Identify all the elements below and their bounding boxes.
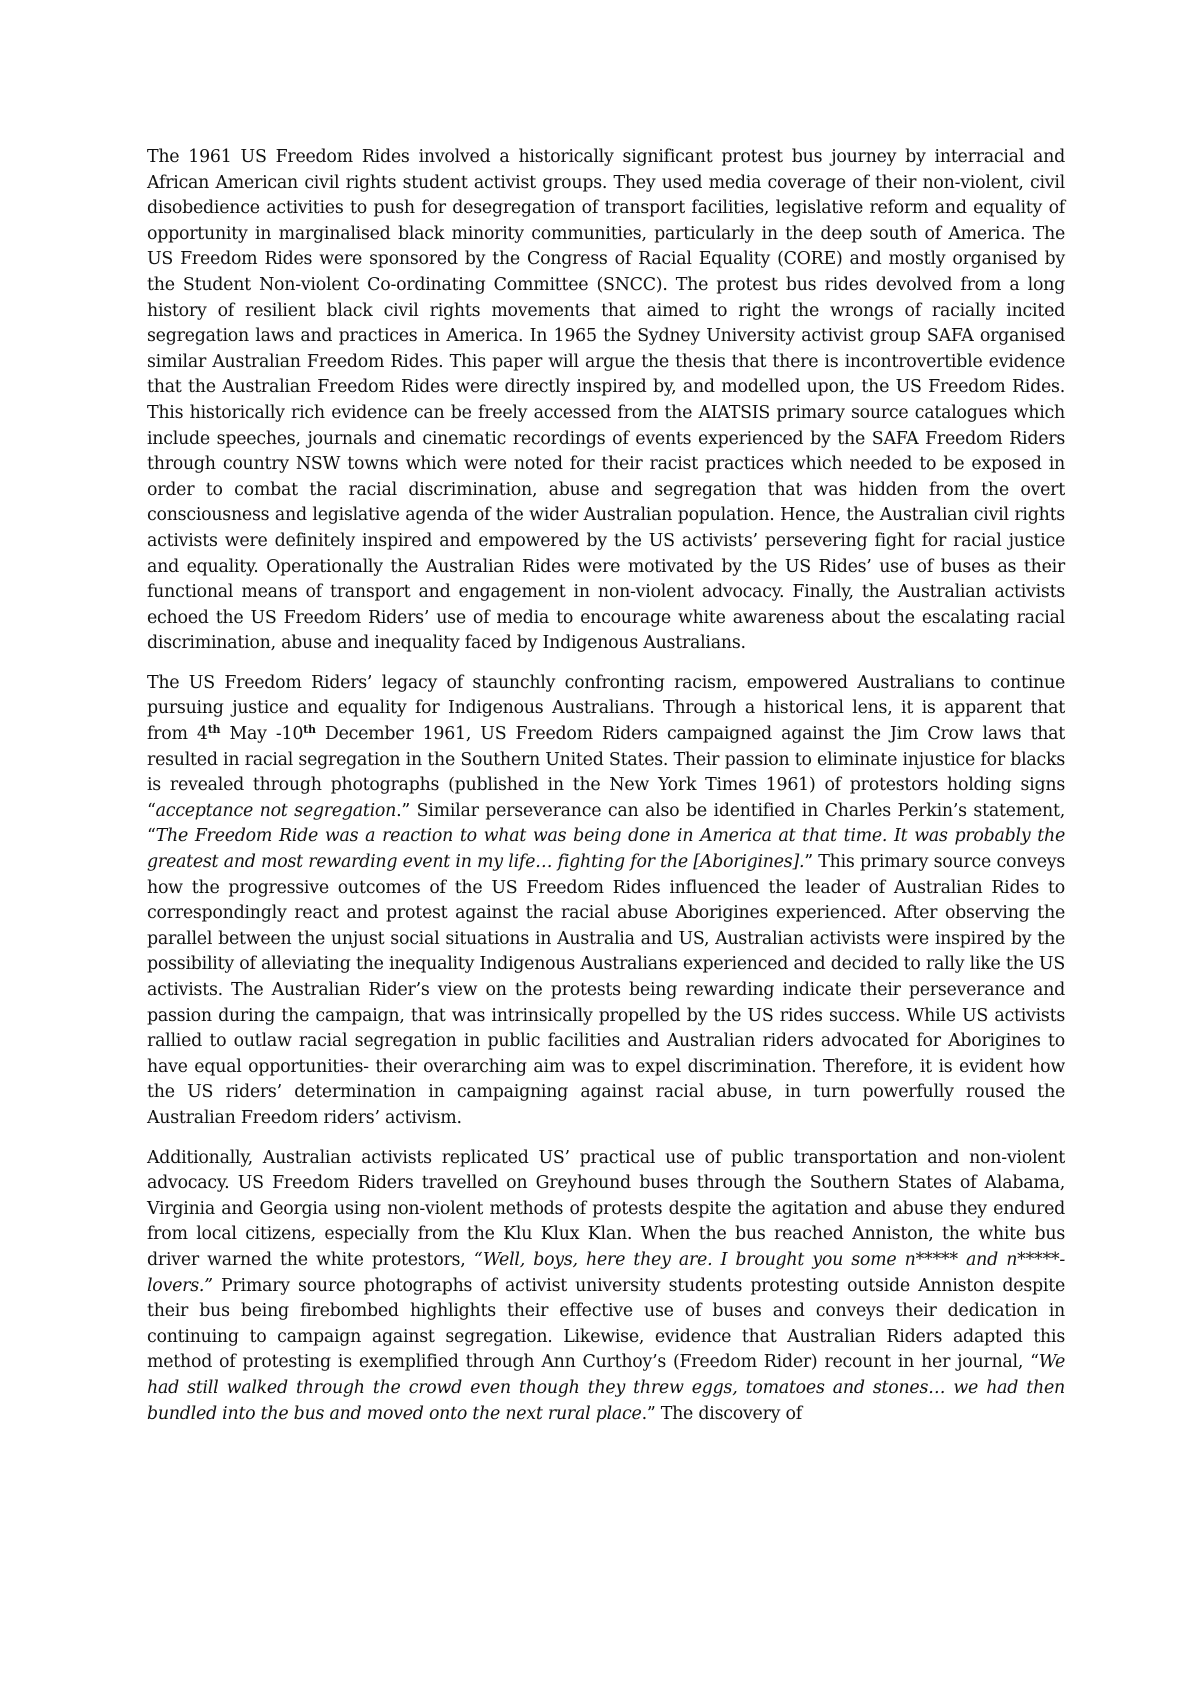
paragraph-text: December 1961, US Freedom Riders campaigned against the Jim Crow laws that resulted in racial segregation in the Southern United States. Their passion to eliminate injustice for blacks is revealed through photographs (published in the New York Times 1961) of protestors holding signs “ (147, 724, 1065, 821)
quote-italic: acceptance not segregation (155, 800, 397, 821)
paragraph-transport (147, 1146, 1065, 1428)
quote-italic: We had still walked through the crowd even though they threw eggs, tomatoes and stones… we had then bundled into the bus and moved onto the next rural place (147, 1352, 1065, 1424)
paragraph-text: May -10 (220, 724, 304, 745)
paragraph-text: .” The discovery of (641, 1403, 802, 1424)
paragraph-text: Primary source photographs of activist university students protesting outside Anniston despite their bus being firebombed highlights their effective use of buses and conveys their dedication in continuing to campaign against segregation. Likewise, evidence that Australian Riders adapted this method of protesting is exemplified through Ann Curthoy’s (Freedom Rider) recount in her journal, “ (147, 1275, 1065, 1373)
paragraph-text: Additionally, Australian activists replicated US’ practical use of public transportation and non-violent advocacy. US Freedom Riders travelled on Greyhound buses through the Southern States of Alabama, Virginia and Georgia using non-violent methods of protests despite the agitation and abuse they endured from local citizens, especially from the Klu Klux Klan. When the bus reached Anniston, the white bus driver warned the white protestors, (147, 1147, 1065, 1270)
quote-italic: The Freedom Ride was a reaction to what was being done in America at that time. It was probably the greatest and most rewarding event in my life… fighting for the [Aborigines]. (147, 826, 1065, 873)
paragraph-text: ” This primary source conveys how the progressive outcomes of the US Freedom Rides influenced the leader of Australian Rides to correspondingly react and protest against the racial abuse Aborigines experienced. After observing the parallel between the unjust social situations in Australia and US, Australian activists were inspired by the possibility of alleviating the inequality Indigenous Australians experienced and decided to rally like the US activists. The Australian Rider’s view on the protests being rewarding indicate their perseverance and passion during the campaign, that was intrinsically propelled by the US rides success. While US activists rallied to outlaw racial segregation in public facilities and Australian riders advocated for Aborigines to have equal opportunities- their overarching aim was to expel discrimination. Therefore, it is evident how the US riders’ determination in campaigning against racial abuse, in turn powerfully roused the Australian Freedom riders’ activism. (147, 852, 1065, 1128)
paragraph-text: The US Freedom Riders’ legacy of staunchly confronting racism, empowered Australians to continue pursuing justice and equality for Indigenous Australians. Through a historical lens, it is apparent that from 4 (147, 672, 1065, 745)
paragraph-legacy (147, 671, 1065, 1132)
document-page (147, 145, 1065, 1441)
paragraph-text: The 1961 US Freedom Rides involved a historically significant protest bus journey by interracial and African American civil rights student activist groups. They used media coverage of their non-violent, civil disobedience activities to push for desegregation of transport facilities, legislative reform and equality of opportunity in marginalised black minority communities, particularly in the deep south of America. The US Freedom Rides were sponsored by the Congress of Racial Equality (CORE) and mostly organised by the Student Non-violent Co-ordinating Committee (SNCC). The protest bus rides devolved from a long history of resilient black civil rights movements that aimed to right the wrongs of racially incited segregation laws and practices in America. In 1965 the Sydney University activist group SAFA organised similar Australian Freedom Rides. This paper will argue the thesis that there is incontrovertible evidence that the Australian Freedom Rides were directly inspired by, and modelled upon, the US Freedom Rides. This historically rich evidence can be freely accessed from the AIATSIS primary source catalogues which include speeches, journals and cinematic recordings of events experienced by the SAFA Freedom Riders through country NSW towns which were noted for their racist practices which needed to be exposed in order to combat the racial discrimination, abuse and segregation that was hidden from the overt consciousness and legislative agenda of the wider Australian population. Hence, the Australian civil rights activists were definitely inspired and empowered by the US activists’ persevering fight for racial justice and equality. Operationally the Australian Rides were motivated by the US Rides’ use of buses as their functional means of transport and engagement in non-violent advocacy. Finally, the Australian activists echoed the US Freedom Riders’ use of media to encourage white awareness about the escalating racial discrimination, abuse and inequality faced by Indigenous Australians. (147, 147, 1065, 654)
paragraph-intro (147, 145, 1065, 657)
ordinal-suffix: th (303, 723, 316, 737)
paragraph-text: .” Similar perseverance can also be identified in Charles Perkin’s statement, “ (147, 800, 1065, 847)
ordinal-suffix: th (207, 723, 221, 737)
quote-italic: “Well, boys, here they are. I brought you some n***** and n*****-lovers.” (147, 1249, 1065, 1296)
